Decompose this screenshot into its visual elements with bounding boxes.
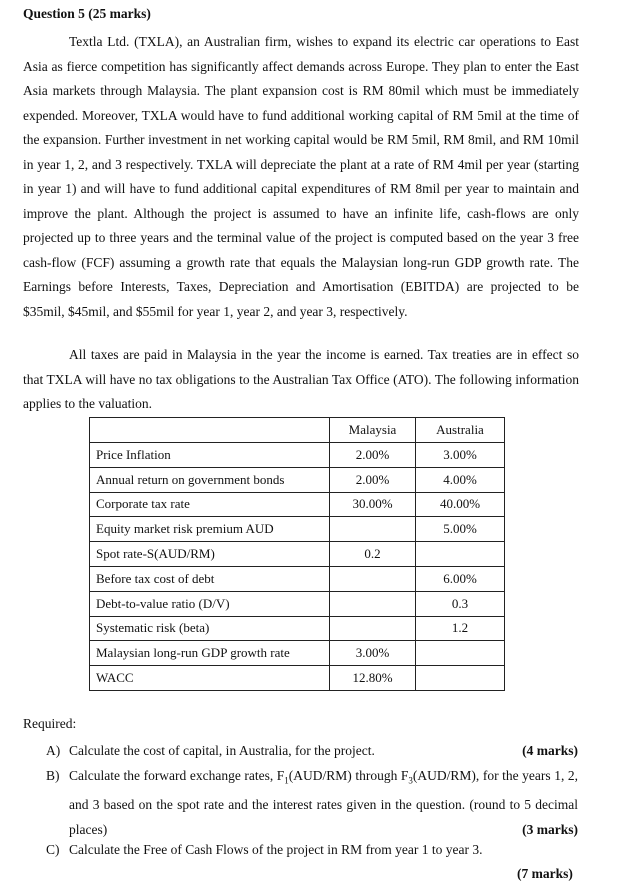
australia-value: 0.3 [416,591,505,616]
requirement-letter: A) [46,743,61,758]
malaysia-value: 0.2 [330,542,416,567]
table-row [90,641,505,666]
malaysia-value: 2.00% [330,467,416,492]
australia-value [416,666,505,691]
row-label: Systematic risk (beta) [90,616,330,641]
row-label: Debt-to-value ratio (D/V) [90,591,330,616]
row-label: Before tax cost of debt [90,566,330,591]
row-label: Corporate tax rate [90,492,330,517]
required-heading: Required: [23,716,77,731]
requirement-text: Calculate the cost of capital, in Australia, for the project. [69,743,375,758]
malaysia-value: 12.80% [330,666,416,691]
australia-value: 1.2 [416,616,505,641]
valuation-table [89,417,505,691]
header-australia: Australia [416,418,505,443]
malaysia-value: 3.00% [330,641,416,666]
requirement-text-post: (AUD/RM), for the years 1, 2, and 3 based on the spot rate and the interest rates given in the question. (round to 5 decimal places) [69,768,578,837]
australia-value: 3.00% [416,443,505,468]
malaysia-value: 30.00% [330,492,416,517]
table-row [90,666,505,691]
scenario-paragraph [23,30,579,325]
requirement-text-pre: Calculate the forward exchange rates, F [69,768,285,783]
subscript-three: 3 [408,775,413,786]
requirement-marks: (7 marks) [517,866,573,881]
row-label: Annual return on government bonds [90,467,330,492]
australia-value [416,542,505,567]
scenario-text: Textla Ltd. (TXLA), an Australian firm, wishes to expand its electric car operations to East Asia as fierce competition has significantly affect demands across Europe. They plan to enter the East Asia markets through Malaysia. The plant expansion cost is RM 80mil which must be immediately expended. Moreover, TXLA would have to fund additional working capital of RM 5mil at the time of the expansion. Further investment in net working capital would be RM 5mil, RM 8mil, and RM 10mil in year 1, 2, and 3 respectively. TXLA will depreciate the plant at a rate of RM 4mil per year (starting in year 1) and will have to fund additional capital expenditures of RM 8mil per year to maintain and improve the plant. Although the project is assumed to have an infinite life, cash-flows are only projected up to three years and the terminal value of the project is computed based on the year 3 free cash-flow (FCF) assuming a growth rate that equals the Malaysian long-run GDP growth rate. The Earnings before Interests, Taxes, Depreciation and Amortisation (EBITDA) are projected to be $35mil, $45mil, and $55mil for year 1, year 2, and year 3, respectively. [23,34,579,320]
row-label: Price Inflation [90,443,330,468]
requirement-letter: B) [46,768,60,783]
table-row [90,542,505,567]
requirement-b [46,764,578,842]
row-label: Spot rate-S(AUD/RM) [90,542,330,567]
tax-paragraph [23,343,579,417]
requirement-text-mid: (AUD/RM) through F [288,768,409,783]
table-row [90,566,505,591]
requirement-letter: C) [46,842,60,857]
malaysia-value [330,517,416,542]
table-row [90,517,505,542]
table-row [90,492,505,517]
subscript-one: 1 [284,775,289,786]
header-malaysia: Malaysia [330,418,416,443]
tax-text: All taxes are paid in Malaysia in the year the income is earned. Tax treaties are in effect so that TXLA will have no tax obligations to the Australian Tax Office (ATO). The following information applies to the valuation. [23,347,579,412]
row-label: WACC [90,666,330,691]
table-row [90,591,505,616]
australia-value: 4.00% [416,467,505,492]
row-label: Malaysian long-run GDP growth rate [90,641,330,666]
requirement-marks: (3 marks) [522,821,578,837]
question-title: Question 5 (25 marks) [23,6,151,21]
malaysia-value: 2.00% [330,443,416,468]
malaysia-value [330,566,416,591]
australia-value: 5.00% [416,517,505,542]
requirement-marks: (4 marks) [522,743,578,758]
australia-value: 6.00% [416,566,505,591]
requirement-c [46,838,578,863]
table-row [90,443,505,468]
malaysia-value [330,616,416,641]
header-label [90,418,330,443]
row-label: Equity market risk premium AUD [90,517,330,542]
malaysia-value [330,591,416,616]
australia-value: 40.00% [416,492,505,517]
requirement-text: Calculate the Free of Cash Flows of the project in RM from year 1 to year 3. [69,842,483,857]
table-row [90,616,505,641]
table-row [90,467,505,492]
requirement-a [46,739,578,764]
table-header-row [90,418,505,443]
australia-value [416,641,505,666]
